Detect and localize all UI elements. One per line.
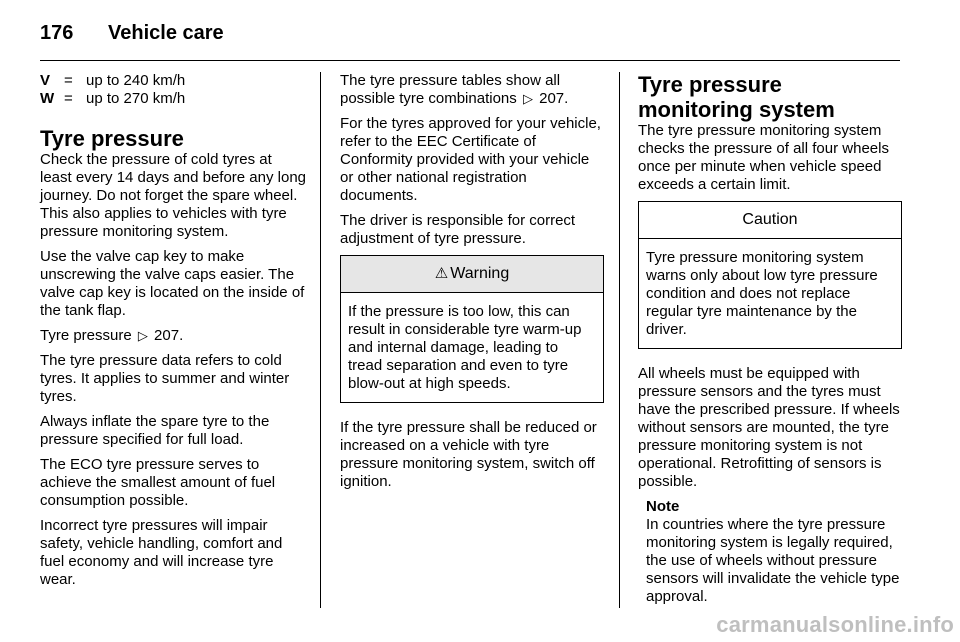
- column-1: [40, 72, 306, 596]
- paragraph-with-reference: [340, 72, 604, 108]
- column-divider-2: [619, 72, 620, 608]
- speed-code: V: [40, 72, 51, 89]
- paragraph: The tyre pressure data refers to cold tyres. It applies to summer and winter tyres.: [40, 352, 290, 405]
- speed-value: up to 240 km/h: [86, 72, 186, 89]
- warning-triangle-icon: ⚠: [434, 265, 449, 282]
- page-number: 176: [40, 21, 74, 44]
- speed-code: W: [40, 90, 55, 107]
- caution-title: Caution: [742, 211, 798, 228]
- caution-body: Tyre pressure monitoring system warns only about low tyre pressure condition and does not replace regular tyre maintenance by the driver.: [646, 249, 878, 338]
- note-block: [646, 498, 902, 606]
- paragraph: If the tyre pressure shall be reduced or increased on a vehicle with tyre pressure monitoring system, switch off ignition.: [340, 419, 597, 490]
- paragraph: For the tyres approved for your vehicle, refer to the EEC Certificate of Conformity provided with your vehicle or other national registration documents.: [340, 115, 601, 204]
- header-divider: [40, 60, 900, 61]
- paragraph: The driver is responsible for correct adjustment of tyre pressure.: [340, 212, 576, 247]
- paragraph-text: Tyre pressure: [40, 327, 132, 344]
- page-header: [40, 18, 224, 48]
- warning-box: [340, 255, 604, 403]
- paragraph: Use the valve cap key to make unscrewing the valve caps easier. The valve cap key is located on the inside of the tank flap.: [40, 248, 305, 319]
- warning-body: If the pressure is too low, this can result in considerable tyre warm-up and internal damage, leading to tread separation and even to tyre blow-out at high speeds.: [348, 303, 582, 392]
- warning-title: Warning: [450, 265, 510, 282]
- paragraph: Check the pressure of cold tyres at least every 14 days and before any long journey. Do not forget the spare wheel. This also applies to vehicles with tyre pressure monitoring system.: [40, 151, 307, 240]
- paragraph: The ECO tyre pressure serves to achieve the smallest amount of fuel consumption possible.: [40, 456, 276, 509]
- note-title: Note: [646, 498, 680, 515]
- reference-arrow-icon: ▷: [137, 328, 148, 343]
- page-reference-link[interactable]: 207.: [154, 327, 184, 344]
- note-body: In countries where the tyre pressure monitoring system is legally required, the use of wheels without pressure sensors will invalidate the vehicle type approval.: [646, 516, 900, 605]
- paragraph: All wheels must be equipped with pressure sensors and the tyres must have the prescribed pressure. If wheels without sensors are mounted, the tyre pressure monitoring system is not operational. Retrofitting of sensors is possible.: [638, 365, 900, 490]
- section-heading-tpms: Tyre pressure monitoring system: [638, 72, 835, 122]
- watermark-logo: carmanualsonline.info: [716, 612, 954, 637]
- chapter-title: Vehicle care: [108, 21, 224, 44]
- speed-rating-table: [40, 72, 306, 108]
- paragraph-text: The tyre pressure tables show all possible tyre combinations: [340, 72, 561, 107]
- column-2: [340, 72, 604, 498]
- speed-equals: =: [64, 90, 73, 107]
- speed-row: [40, 72, 306, 90]
- paragraph-with-reference: [40, 327, 306, 345]
- paragraph: Always inflate the spare tyre to the pressure specified for full load.: [40, 413, 270, 448]
- caution-header: [639, 202, 901, 239]
- speed-value: up to 270 km/h: [86, 90, 186, 107]
- speed-equals: =: [64, 72, 73, 89]
- speed-row: [40, 90, 306, 108]
- column-divider-1: [320, 72, 321, 608]
- paragraph: The tyre pressure monitoring system checks the pressure of all four wheels once per minute when vehicle speed exceeds a certain limit.: [638, 122, 889, 193]
- caution-box: [638, 201, 902, 349]
- column-3: [638, 72, 902, 613]
- page-reference-link[interactable]: 207.: [539, 90, 569, 107]
- reference-arrow-icon: ▷: [522, 91, 533, 106]
- paragraph: Incorrect tyre pressures will impair safety, vehicle handling, comfort and fuel economy and will increase tyre wear.: [40, 517, 283, 588]
- section-heading-tyre-pressure: Tyre pressure: [40, 126, 184, 151]
- warning-header: [341, 256, 603, 293]
